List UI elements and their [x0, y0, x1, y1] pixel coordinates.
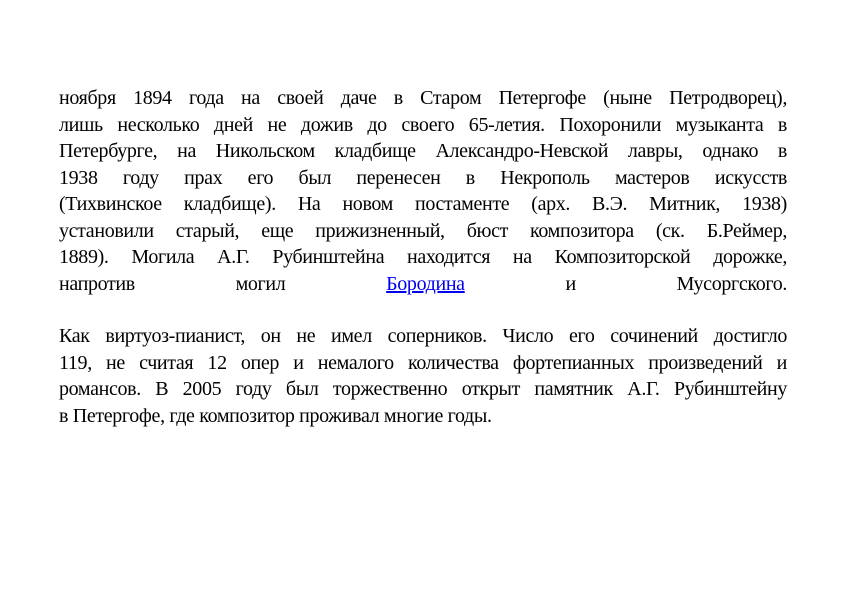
text-line-with-link [59, 271, 787, 298]
paragraph-virtuoso [59, 323, 787, 429]
text-line: ноября 1894 года на своей даче в Старом Петергофе (ныне Петродворец), [59, 87, 787, 109]
text-line: 1938 году прах его был перенесен в Некрополь мастеров искусств [59, 166, 787, 189]
text-line: в Петергофе, где композитор проживал многие годы. [59, 404, 492, 427]
text-line: Петербурге, на Никольском кладбище Александро-Невской лавры, однако в [59, 140, 787, 162]
text-line: (Тихвинское кладбище). На новом постаменте (арх. В.Э. Митник, 1938) [59, 193, 787, 215]
text-line: Как виртуоз-пианист, он не имел соперников. Число его сочинений достигло [59, 325, 787, 347]
text-line: лишь несколько дней не дожив до своего 65-летия. Похоронили музыканта в [59, 113, 787, 136]
word-naprotiv: напротив [59, 272, 135, 295]
borodin-link[interactable]: Бородина [386, 272, 465, 295]
text-line: установили старый, еще прижизненный, бюст композитора (ск. Б.Реймер, [59, 219, 787, 242]
paragraph-burial [59, 85, 787, 297]
text-line: романсов. В 2005 году был торжественно открыт памятник А.Г. Рубинштейну [59, 378, 787, 400]
text-line: 1889). Могила А.Г. Рубинштейна находится на Композиторской дорожке, [59, 246, 787, 268]
text-line: 119, не считая 12 опер и немалого количества фортепианных произведений и [59, 351, 787, 374]
word-musorgsky: Мусоргского. [676, 272, 788, 295]
word-i: и [565, 272, 576, 295]
word-mogil: могил [235, 272, 286, 295]
